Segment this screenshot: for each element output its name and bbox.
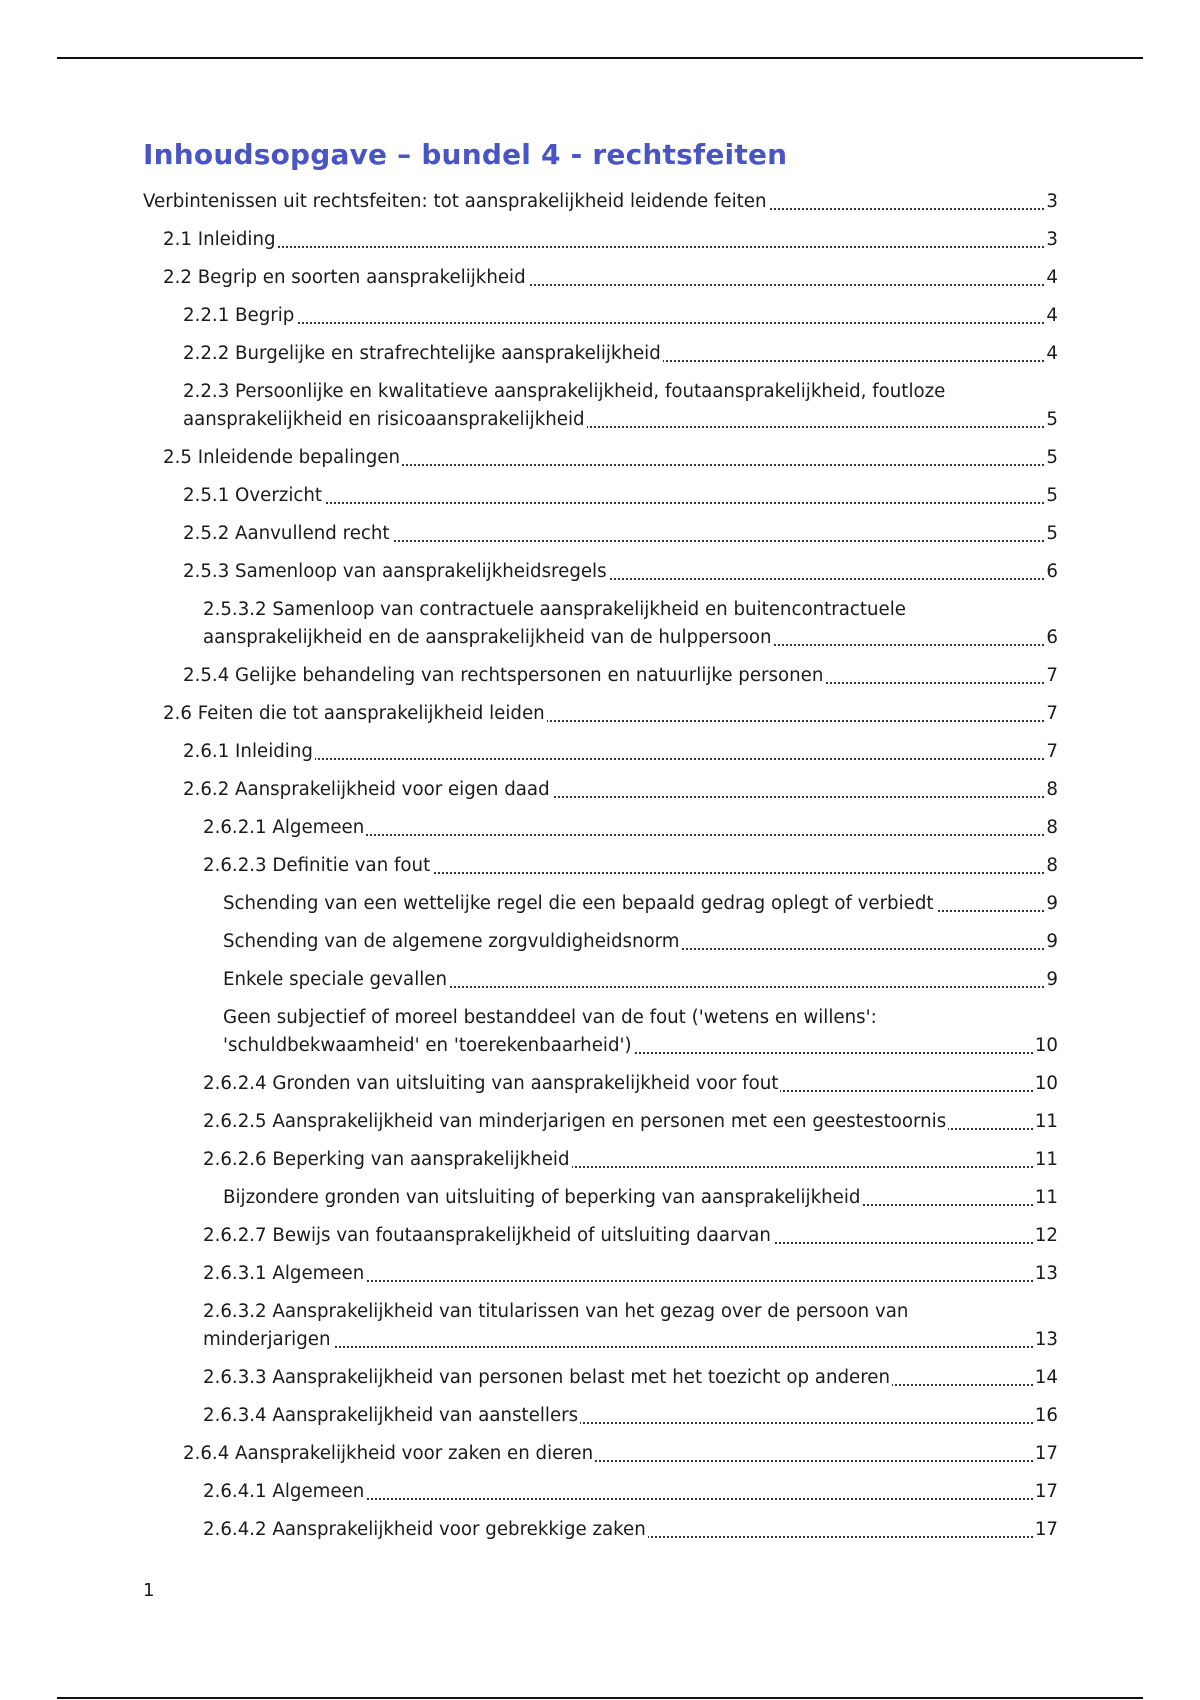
toc-entry-page: 8 <box>1046 817 1058 838</box>
toc-entry-text <box>203 1108 1033 1136</box>
toc-entry-text <box>203 596 1044 652</box>
toc-entry-label: 2.6.2.4 Gronden van uitsluiting van aansprakelijkheid voor fout <box>203 1073 779 1094</box>
toc-entry-page: 6 <box>1046 627 1058 648</box>
toc-entry[interactable] <box>143 1184 1058 1212</box>
toc-entry-label: 2.6.3.4 Aansprakelijkheid van aanstellers <box>203 1405 579 1426</box>
toc-entry-page: 5 <box>1046 523 1058 544</box>
toc-entry[interactable] <box>143 966 1058 994</box>
toc-entry-text <box>183 558 1044 586</box>
toc-entry-text <box>203 852 1044 880</box>
toc-entry-label: 2.5 Inleidende bepalingen <box>163 447 400 468</box>
toc-entry[interactable] <box>143 890 1058 918</box>
toc-entry-text <box>163 226 1044 254</box>
toc-entry-page: 17 <box>1034 1443 1058 1464</box>
toc-entry[interactable] <box>143 558 1058 586</box>
toc-entry-text <box>203 1364 1033 1392</box>
toc-entry-label: 2.2.2 Burgelijke en strafrechtelijke aansprakelijkheid <box>183 343 661 364</box>
toc-entry-page: 9 <box>1046 893 1058 914</box>
toc-entry-text <box>203 1146 1033 1174</box>
toc-entry-label: 2.6.4.1 Algemeen <box>203 1481 365 1502</box>
toc-entry-text <box>223 890 1044 918</box>
toc-entry[interactable] <box>143 302 1058 330</box>
toc-entry-page: 17 <box>1034 1481 1058 1502</box>
toc-entry[interactable] <box>143 264 1058 292</box>
toc-entry[interactable] <box>143 378 1058 434</box>
page-title: Inhoudsopgave – bundel 4 - rechtsfeiten <box>143 138 788 171</box>
toc-entry[interactable] <box>143 1298 1058 1354</box>
toc-entry-text <box>203 1516 1033 1544</box>
toc-entry-label: 2.6.2.5 Aansprakelijkheid van minderjarigen en personen met een geestestoornis <box>203 1111 947 1132</box>
toc-entry-label: 2.6.2.1 Algemeen <box>203 817 365 838</box>
toc-entry-page: 13 <box>1034 1329 1058 1350</box>
page-number: 1 <box>143 1580 155 1601</box>
toc-entry[interactable] <box>143 852 1058 880</box>
toc-entry-page: 3 <box>1046 191 1058 212</box>
toc-entry[interactable] <box>143 1364 1058 1392</box>
toc-entry-label: Verbintenissen uit rechtsfeiten: tot aansprakelijkheid leidende feiten <box>143 191 767 212</box>
toc-entry-label: Schending van een wettelijke regel die een bepaald gedrag oplegt of verbiedt <box>223 893 934 914</box>
toc-entry-page: 11 <box>1034 1111 1058 1132</box>
toc-entry-text <box>163 700 1044 728</box>
toc-entry[interactable] <box>143 1478 1058 1506</box>
toc-entry-page: 7 <box>1046 665 1058 686</box>
toc-entry-page: 7 <box>1046 703 1058 724</box>
toc-entry[interactable] <box>143 814 1058 842</box>
toc-entry-text <box>203 814 1044 842</box>
toc-entry-label: 2.6.2.3 Definitie van fout <box>203 855 431 876</box>
toc-entry[interactable] <box>143 520 1058 548</box>
toc-entry-text <box>223 928 1044 956</box>
toc-entry-text <box>163 444 1044 472</box>
toc-entry-label: 2.6.1 Inleiding <box>183 741 313 762</box>
toc-entry[interactable] <box>143 1108 1058 1136</box>
toc-entry-label: Schending van de algemene zorgvuldigheidsnorm <box>223 931 680 952</box>
toc-entry[interactable] <box>143 1004 1058 1060</box>
toc-entry-page: 13 <box>1034 1263 1058 1284</box>
toc-entry-label: 2.6.3.1 Algemeen <box>203 1263 365 1284</box>
header-rule <box>57 57 1143 59</box>
toc-entry-text <box>183 662 1044 690</box>
toc-entry-text <box>183 340 1044 368</box>
toc-entry-page: 4 <box>1046 267 1058 288</box>
toc-entry-label: 2.5.2 Aanvullend recht <box>183 523 390 544</box>
toc-entry-text <box>183 520 1044 548</box>
toc-entry-text <box>203 1478 1033 1506</box>
toc-entry-text <box>183 776 1044 804</box>
toc-entry[interactable] <box>143 482 1058 510</box>
toc-entry-page: 3 <box>1046 229 1058 250</box>
toc-entry-label: 2.6.2.6 Beperking van aansprakelijkheid <box>203 1149 570 1170</box>
toc-entry-page: 4 <box>1046 343 1058 364</box>
toc-entry-text <box>203 1298 1033 1354</box>
table-of-contents <box>143 188 1058 1554</box>
footer-rule <box>57 1697 1143 1699</box>
toc-entry-text <box>183 378 1044 434</box>
toc-entry-label: 2.2.1 Begrip <box>183 305 295 326</box>
toc-entry-page: 12 <box>1034 1225 1058 1246</box>
toc-entry-label: 2.6.4 Aansprakelijkheid voor zaken en dieren <box>183 1443 594 1464</box>
toc-entry-page: 6 <box>1046 561 1058 582</box>
toc-entry-label: 2.5.3.2 Samenloop van contractuele aansprakelijkheid en buitencontractuele aansprakelijkheid en de aansprakelijkheid van de hulppersoon <box>203 599 906 648</box>
toc-entry-text <box>203 1260 1033 1288</box>
toc-entry[interactable] <box>143 776 1058 804</box>
toc-entry-page: 7 <box>1046 741 1058 762</box>
toc-entry-page: 9 <box>1046 969 1058 990</box>
toc-entry-page: 9 <box>1046 931 1058 952</box>
toc-entry[interactable] <box>143 1222 1058 1250</box>
toc-entry-page: 14 <box>1034 1367 1058 1388</box>
toc-entry-text <box>183 1440 1033 1468</box>
toc-entry-text <box>203 1222 1033 1250</box>
toc-entry-page: 5 <box>1046 447 1058 468</box>
toc-entry[interactable] <box>143 1402 1058 1430</box>
toc-entry[interactable] <box>143 1070 1058 1098</box>
toc-entry-page: 10 <box>1034 1035 1058 1056</box>
toc-entry[interactable] <box>143 738 1058 766</box>
toc-entry-page: 5 <box>1046 409 1058 430</box>
toc-entry-page: 8 <box>1046 855 1058 876</box>
toc-entry[interactable] <box>143 226 1058 254</box>
toc-entry-label: 2.6.2 Aansprakelijkheid voor eigen daad <box>183 779 550 800</box>
toc-entry[interactable] <box>143 596 1058 652</box>
toc-entry-text <box>203 1070 1033 1098</box>
toc-entry[interactable] <box>143 1146 1058 1174</box>
toc-entry-text <box>223 966 1044 994</box>
toc-entry-text <box>183 482 1044 510</box>
toc-entry-page: 11 <box>1034 1187 1058 1208</box>
toc-entry-page: 8 <box>1046 779 1058 800</box>
toc-entry[interactable] <box>143 700 1058 728</box>
toc-entry-page: 5 <box>1046 485 1058 506</box>
toc-entry-text <box>183 738 1044 766</box>
toc-entry-label: 2.2.3 Persoonlijke en kwalitatieve aansprakelijkheid, foutaansprakelijkheid, foutloze aansprakelijkheid en risicoaansprakelijkheid <box>183 381 946 430</box>
toc-entry-label: 2.1 Inleiding <box>163 229 276 250</box>
toc-entry-label: 2.6.2.7 Bewijs van foutaansprakelijkheid of uitsluiting daarvan <box>203 1225 771 1246</box>
toc-entry[interactable] <box>143 444 1058 472</box>
toc-entry[interactable] <box>143 662 1058 690</box>
toc-entry-text <box>223 1004 1033 1060</box>
toc-entry[interactable] <box>143 1516 1058 1544</box>
toc-entry-text <box>163 264 1044 292</box>
toc-entry[interactable] <box>143 340 1058 368</box>
toc-entry[interactable] <box>143 1260 1058 1288</box>
toc-entry-label: 2.6.3.2 Aansprakelijkheid van titularissen van het gezag over de persoon van minderjarigen <box>203 1301 909 1350</box>
toc-entry-text <box>143 188 1044 216</box>
toc-entry[interactable] <box>143 928 1058 956</box>
toc-entry-label: 2.6.3.3 Aansprakelijkheid van personen belast met het toezicht op anderen <box>203 1367 890 1388</box>
toc-entry-page: 17 <box>1034 1519 1058 1540</box>
toc-entry[interactable] <box>143 188 1058 216</box>
toc-entry-label: 2.5.1 Overzicht <box>183 485 323 506</box>
toc-entry-label: 2.6.4.2 Aansprakelijkheid voor gebrekkige zaken <box>203 1519 646 1540</box>
toc-entry-page: 16 <box>1034 1405 1058 1426</box>
toc-entry-label: Enkele speciale gevallen <box>223 969 448 990</box>
toc-entry-page: 11 <box>1034 1149 1058 1170</box>
toc-entry-label: 2.2 Begrip en soorten aansprakelijkheid <box>163 267 526 288</box>
toc-entry-page: 10 <box>1034 1073 1058 1094</box>
toc-entry[interactable] <box>143 1440 1058 1468</box>
toc-entry-label: Geen subjectief of moreel bestanddeel van de fout ('wetens en willens': 'schuldbekwaamheid' en 'toerekenbaarheid') <box>223 1007 877 1056</box>
toc-entry-text <box>203 1402 1033 1430</box>
toc-entry-label: 2.6 Feiten die tot aansprakelijkheid leiden <box>163 703 545 724</box>
toc-entry-text <box>183 302 1044 330</box>
toc-entry-text <box>223 1184 1033 1212</box>
toc-entry-label: 2.5.3 Samenloop van aansprakelijkheidsregels <box>183 561 607 582</box>
toc-entry-page: 4 <box>1046 305 1058 326</box>
toc-entry-label: Bijzondere gronden van uitsluiting of beperking van aansprakelijkheid <box>223 1187 861 1208</box>
toc-entry-label: 2.5.4 Gelijke behandeling van rechtspersonen en natuurlijke personen <box>183 665 824 686</box>
